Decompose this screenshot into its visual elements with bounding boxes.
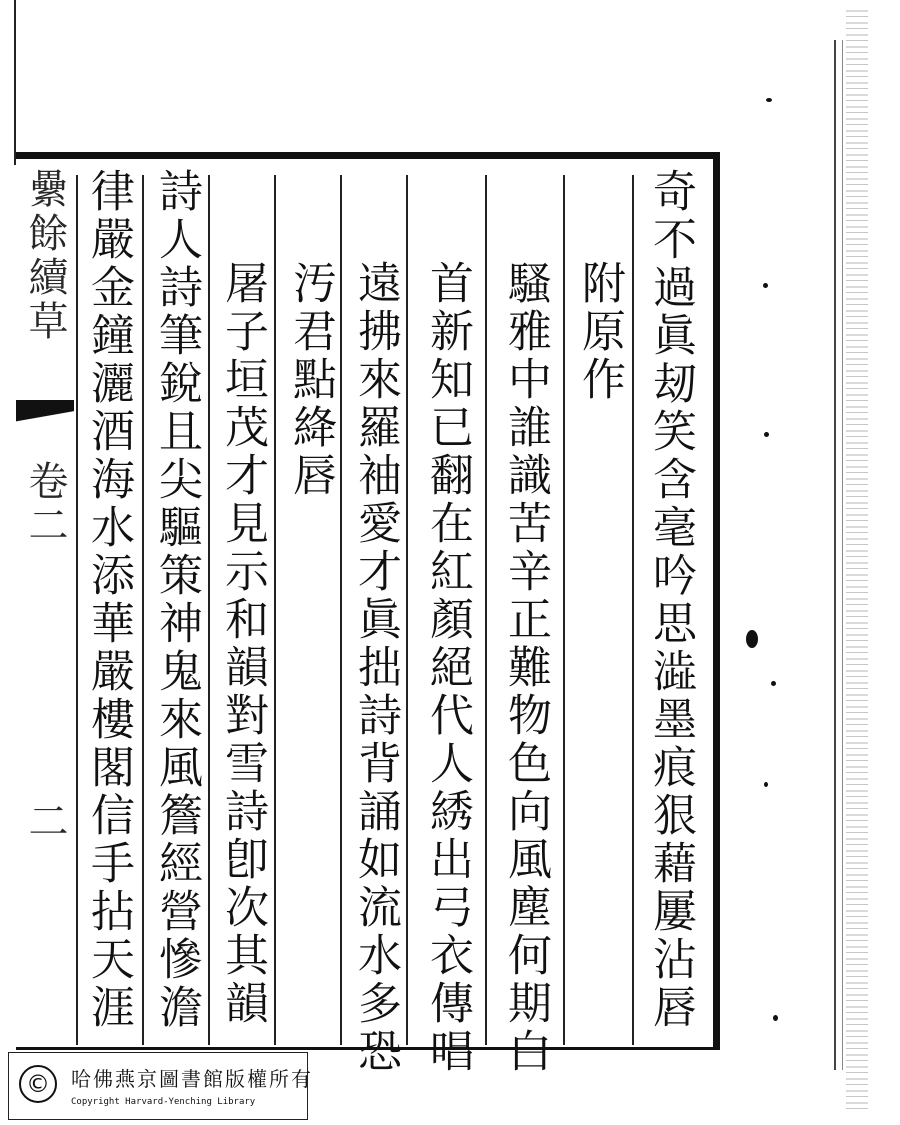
ink-speck — [763, 283, 768, 288]
text-column-9: 律嚴金鐘灑酒海水添華嚴樓閣信手拈天涯 — [83, 168, 134, 1032]
column-rule — [485, 175, 487, 1045]
ink-speck — [746, 630, 758, 648]
column-rule — [340, 175, 342, 1045]
column-rule — [208, 175, 210, 1045]
text-column-2: 附原作 — [574, 260, 625, 404]
page-edge — [846, 10, 868, 1110]
fish-tail-marker — [16, 400, 74, 450]
copyright-text-cn: 哈佛燕京圖書館版權所有 — [71, 1067, 313, 1091]
margin-volume: 卷二 — [22, 460, 68, 548]
copyright-text-en: Copyright Harvard-Yenching Library — [71, 1097, 256, 1107]
column-rule — [274, 175, 276, 1045]
column-rule — [563, 175, 565, 1045]
text-column-6: 汚君點絳唇 — [285, 260, 336, 500]
right-rule — [834, 40, 836, 1070]
text-column-1: 奇不過眞刼笑含毫吟思澁墨痕狠藉屢沾唇 — [645, 168, 696, 1032]
column-rule — [142, 175, 144, 1045]
text-column-4: 首新知已翻在紅顏絕代人綉出弓衣傳唱 — [422, 260, 473, 1076]
text-column-7: 屠子垣茂才見示和韻對雪詩卽次其韻 — [217, 260, 268, 1028]
margin-book-title: 纍餘續草 — [22, 168, 68, 344]
text-column-3: 騷雅中誰識苦辛正難物色向風塵何期白 — [500, 260, 551, 1076]
column-rule — [406, 175, 408, 1045]
ink-speck — [766, 98, 772, 102]
text-column-8: 詩人詩筆銳且尖驅策神鬼來風簷經營慘澹 — [151, 168, 202, 1032]
ink-speck — [773, 1015, 778, 1021]
copyright-icon: © — [19, 1065, 57, 1103]
ink-speck — [764, 782, 768, 787]
right-rule-inner — [842, 40, 843, 1070]
left-rule — [14, 0, 16, 165]
ink-speck — [764, 432, 769, 437]
column-rule — [76, 175, 78, 1045]
column-rule — [632, 175, 634, 1045]
ink-speck — [771, 681, 776, 686]
text-column-5: 遠拂來羅袖愛才眞拙詩背誦如流水多恐 — [350, 260, 401, 1076]
margin-page-number: 二 — [22, 800, 68, 844]
copyright-stamp — [8, 1052, 313, 1120]
